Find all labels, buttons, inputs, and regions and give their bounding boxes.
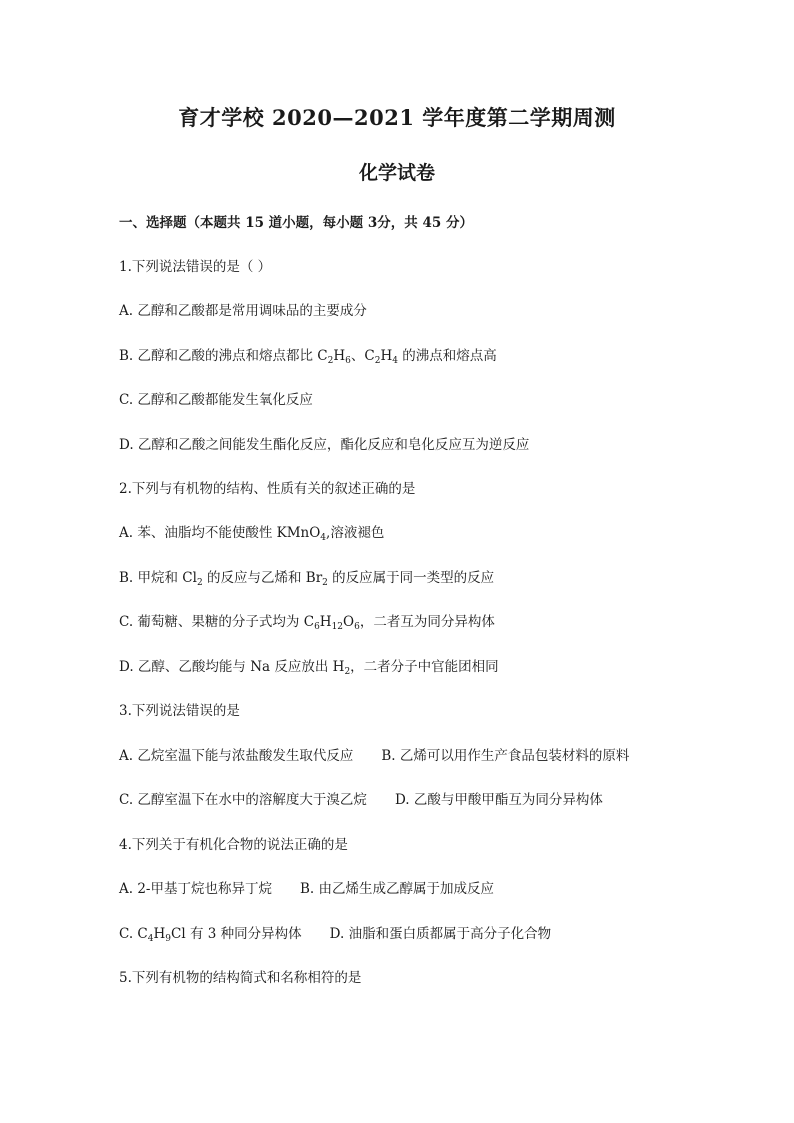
option-d: D. 乙醇、乙酸均能与 Na 反应放出 $H_2$，二者分子中官能团相同 [119,659,499,677]
option-c: C. 乙醇室温下在水中的溶解度大于溴乙烷 [119,792,367,808]
option-b: B. 由乙烯生成乙醇属于加成反应 [299,881,494,897]
option-d: D. 乙酸与甲酸甲酯互为同分异构体 [394,792,603,808]
option-c: C. 乙醇和乙酸都能发生氧化反应 [119,392,313,408]
option-d: D. 乙醇和乙酸之间能发生酯化反应，酯化反应和皂化反应互为逆反应 [119,437,530,453]
question-stem: 1.下列说法错误的是（ ） [119,259,272,275]
option-a: A. 乙烷室温下能与浓盐酸发生取代反应 [119,748,354,764]
option-c: C. $C_4H_9Cl$ 有 3 种同分异构体 [119,926,302,944]
option-a: A. 苯、油脂均不能使酸性 KMnO$_4$,溶液褪色 [119,525,385,543]
page-title: 育才学校 2020—2021 学年度第二学期周测 [178,105,616,130]
option-b: B. 甲烷和 $Cl_2$ 的反应与乙烯和 $Br_2$ 的反应属于同一类型的反应 [119,570,495,588]
question-stem: 4.下列关于有机化合物的说法正确的是 [119,837,348,853]
question-stem: 2.下列与有机物的结构、性质有关的叙述正确的是 [119,481,416,497]
section-heading: 一、选择题（本题共 15 道小题，每小题 3分，共 45 分） [119,215,473,231]
option-a: A. 乙醇和乙酸都是常用调味品的主要成分 [119,303,367,319]
option-row [119,791,603,809]
option-b: B. 乙醇和乙酸的沸点和熔点都比 $C_2H_6$、$C_2H_4$ 的沸点和熔点高 [119,348,497,366]
option-b: B. 乙烯可以用作生产食品包装材料的原料 [381,748,630,764]
option-d: D. 油脂和蛋白质都属于高分子化合物 [329,926,552,942]
question-stem: 3.下列说法错误的是 [119,703,240,719]
question-stem: 5.下列有机物的结构简式和名称相符的是 [119,970,362,986]
option-row [119,880,494,898]
option-a: A. 2-甲基丁烷也称异丁烷 [119,881,272,897]
page-subtitle: 化学试卷 [358,162,435,184]
option-c: C. 葡萄糖、果糖的分子式均为 $C_6H_{12}O_6$，二者互为同分异构体 [119,614,495,632]
option-row [119,925,551,943]
option-row [119,747,629,765]
